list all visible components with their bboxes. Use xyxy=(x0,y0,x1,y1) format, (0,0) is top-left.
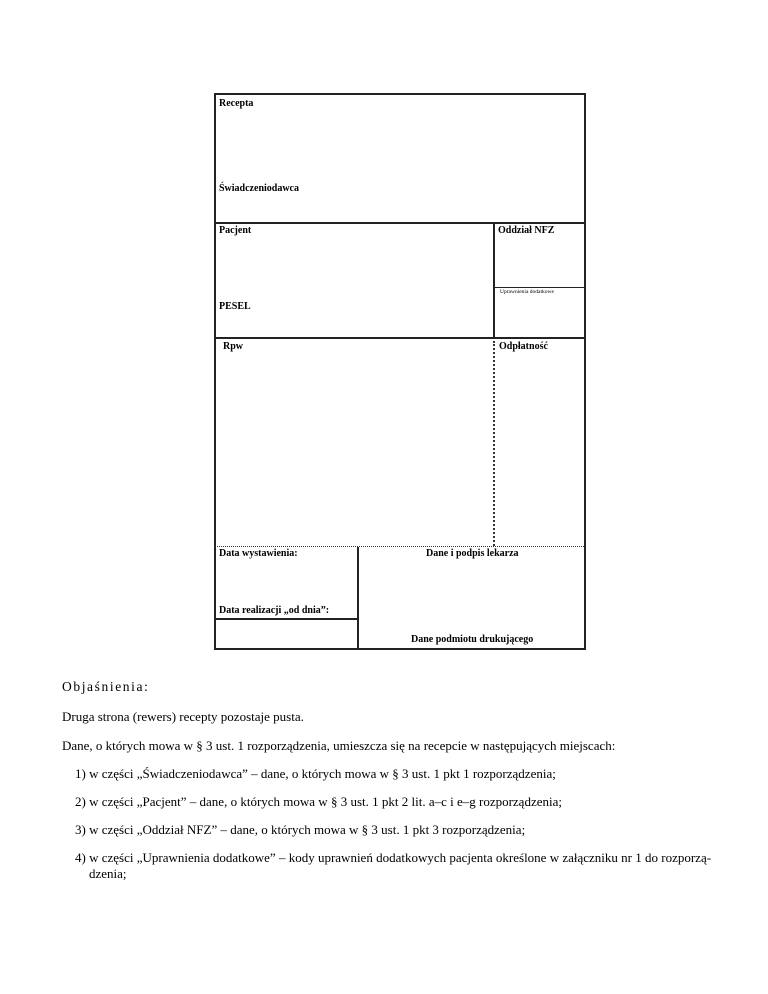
list-item xyxy=(75,850,711,866)
explanations-title: Objaśnienia: xyxy=(62,679,150,694)
pesel-label: PESEL xyxy=(219,301,251,312)
item-number: 3) xyxy=(75,822,86,837)
entitlements-label: Uprawnienia dodatkowe xyxy=(500,289,554,295)
divider-rpw-payment xyxy=(493,341,495,546)
item-text: w części „Świadczeniodawca” – dane, o których mowa w § 3 ust. 1 pkt 1 rozporządzenia; xyxy=(89,766,556,781)
list-item xyxy=(75,822,525,838)
divider-patient-nfz xyxy=(493,222,495,339)
doctor-signature-label: Dane i podpis lekarza xyxy=(426,548,519,559)
divider-dates-doctor xyxy=(357,547,359,650)
explanation-paragraph-2: Dane, o których mowa w § 3 ust. 1 rozporządzenia, umieszcza się na recepcie w następujących miejscach: xyxy=(62,738,616,753)
item-number: 4) xyxy=(75,850,86,865)
divider-provider-patient xyxy=(214,222,586,224)
item-continuation: dzenia; xyxy=(89,866,127,881)
item-text: w części „Uprawnienia dodatkowe” – kody uprawnień dodatkowych pacjenta określone w załączniku nr 1 do rozporzą- xyxy=(89,850,712,865)
item-number: 2) xyxy=(75,794,86,809)
realization-date-label: Data realizacji „od dnia”: xyxy=(219,605,330,616)
rpw-label: Rpw xyxy=(223,341,244,352)
divider-nfz-entitlements xyxy=(494,287,586,288)
issue-date-label: Data wystawienia: xyxy=(219,548,298,559)
payment-label: Odpłatność xyxy=(499,341,548,352)
recepta-label: Recepta xyxy=(219,98,254,109)
divider-dates xyxy=(214,618,358,620)
list-item xyxy=(75,794,562,810)
item-text: w części „Pacjent” – dane, o których mowa w § 3 ust. 1 pkt 2 lit. a–c i e–g rozporządzenia; xyxy=(89,794,562,809)
divider-rpw-dates xyxy=(214,546,586,547)
explanation-paragraph-1: Druga strona (rewers) recepty pozostaje pusta. xyxy=(62,709,304,724)
provider-label: Świadczeniodawca xyxy=(219,183,299,194)
list-item xyxy=(75,766,556,782)
item-number: 1) xyxy=(75,766,86,781)
divider-patient-rpw xyxy=(214,337,586,339)
printer-entity-label: Dane podmiotu drukującego xyxy=(411,634,534,645)
patient-label: Pacjent xyxy=(219,225,252,236)
prescription-form xyxy=(214,93,586,650)
nfz-branch-label: Oddział NFZ xyxy=(498,225,555,236)
item-text: w części „Oddział NFZ” – dane, o których mowa w § 3 ust. 1 pkt 3 rozporządzenia; xyxy=(89,822,526,837)
